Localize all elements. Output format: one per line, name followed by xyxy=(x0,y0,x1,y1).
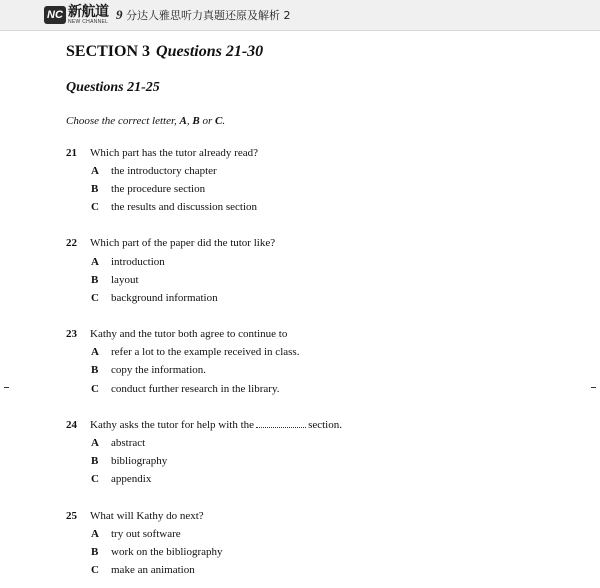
option-24-c[interactable] xyxy=(91,470,151,488)
section-label: SECTION 3 xyxy=(66,43,151,60)
option-letter: A xyxy=(91,256,99,268)
instruction-letter-c: C xyxy=(215,115,223,127)
crop-mark-right xyxy=(591,387,596,388)
option-text: introduction xyxy=(111,256,165,268)
option-text: conduct further research in the library. xyxy=(111,383,280,395)
option-text: copy the information. xyxy=(111,364,207,376)
book-title-text: 分达人雅思听力真题还原及解析 2 xyxy=(126,9,291,22)
option-letter: B xyxy=(91,364,99,376)
question-23 xyxy=(66,325,287,343)
crop-mark-left xyxy=(4,387,9,388)
answer-blank[interactable] xyxy=(256,417,306,428)
option-text: work on the bibliography xyxy=(111,546,223,558)
question-text: Kathy asks the tutor for help with the xyxy=(90,419,255,431)
option-letter: C xyxy=(91,201,99,213)
instruction-sep: , xyxy=(186,115,193,127)
option-text: try out software xyxy=(111,528,181,540)
question-22 xyxy=(66,234,275,252)
logo-subtext: NEW CHANNEL xyxy=(68,19,109,25)
question-number: 23 xyxy=(66,328,77,340)
option-letter: C xyxy=(91,292,99,304)
option-letter: C xyxy=(91,564,99,576)
question-text-after: section. xyxy=(308,419,342,431)
subsection-title: Questions 21-25 xyxy=(66,80,160,95)
question-number: 22 xyxy=(66,237,77,249)
question-number: 24 xyxy=(66,419,77,431)
option-24-b[interactable] xyxy=(91,452,167,470)
option-letter: A xyxy=(91,165,99,177)
option-21-b[interactable] xyxy=(91,180,205,198)
option-22-c[interactable] xyxy=(91,289,218,307)
question-24 xyxy=(66,416,342,434)
instruction-letter-b: B xyxy=(192,115,200,127)
question-text: What will Kathy do next? xyxy=(90,510,204,522)
option-21-c[interactable] xyxy=(91,198,257,216)
instruction-text: Choose the correct letter, xyxy=(66,115,180,127)
option-25-c[interactable] xyxy=(91,561,195,579)
instruction-or: or xyxy=(199,115,216,127)
option-text: refer a lot to the example received in class. xyxy=(111,346,300,358)
option-23-a[interactable] xyxy=(91,343,299,361)
option-letter: C xyxy=(91,383,99,395)
option-24-a[interactable] xyxy=(91,434,145,452)
option-text: layout xyxy=(111,274,139,286)
question-25 xyxy=(66,507,204,525)
option-letter: A xyxy=(91,437,99,449)
option-text: appendix xyxy=(111,473,152,485)
option-23-c[interactable] xyxy=(91,380,280,398)
option-text: make an animation xyxy=(111,564,195,576)
option-letter: A xyxy=(91,346,99,358)
question-text: Which part of the paper did the tutor like? xyxy=(90,237,276,249)
option-21-a[interactable] xyxy=(91,162,217,180)
option-25-a[interactable] xyxy=(91,525,181,543)
option-letter: B xyxy=(91,546,99,558)
book-title-number: 9 xyxy=(116,7,123,22)
option-22-b[interactable] xyxy=(91,271,139,289)
page-header xyxy=(0,0,600,31)
instruction-end: . xyxy=(222,115,226,127)
section-range: Questions 21-30 xyxy=(156,43,264,60)
option-text: the results and discussion section xyxy=(111,201,258,213)
section-title xyxy=(66,43,263,61)
instruction-letter-a: A xyxy=(179,115,187,127)
instruction xyxy=(66,115,225,127)
option-letter: A xyxy=(91,528,99,540)
book-title xyxy=(116,7,291,24)
question-number: 25 xyxy=(66,510,77,522)
option-letter: B xyxy=(91,274,99,286)
option-23-b[interactable] xyxy=(91,361,206,379)
option-text: background information xyxy=(111,292,218,304)
option-text: bibliography xyxy=(111,455,168,467)
logo-text: 新航道 xyxy=(68,4,109,20)
question-text: Which part has the tutor already read? xyxy=(90,147,258,159)
option-text: the procedure section xyxy=(111,183,206,195)
question-text: Kathy and the tutor both agree to continue to xyxy=(90,328,288,340)
question-number: 21 xyxy=(66,147,77,159)
option-letter: B xyxy=(91,183,99,195)
logo-badge: NC xyxy=(44,6,66,24)
option-text: abstract xyxy=(111,437,146,449)
question-21 xyxy=(66,144,258,162)
option-25-b[interactable] xyxy=(91,543,223,561)
option-text: the introductory chapter xyxy=(111,165,217,177)
option-letter: C xyxy=(91,473,99,485)
option-22-a[interactable] xyxy=(91,253,165,271)
option-letter: B xyxy=(91,455,99,467)
